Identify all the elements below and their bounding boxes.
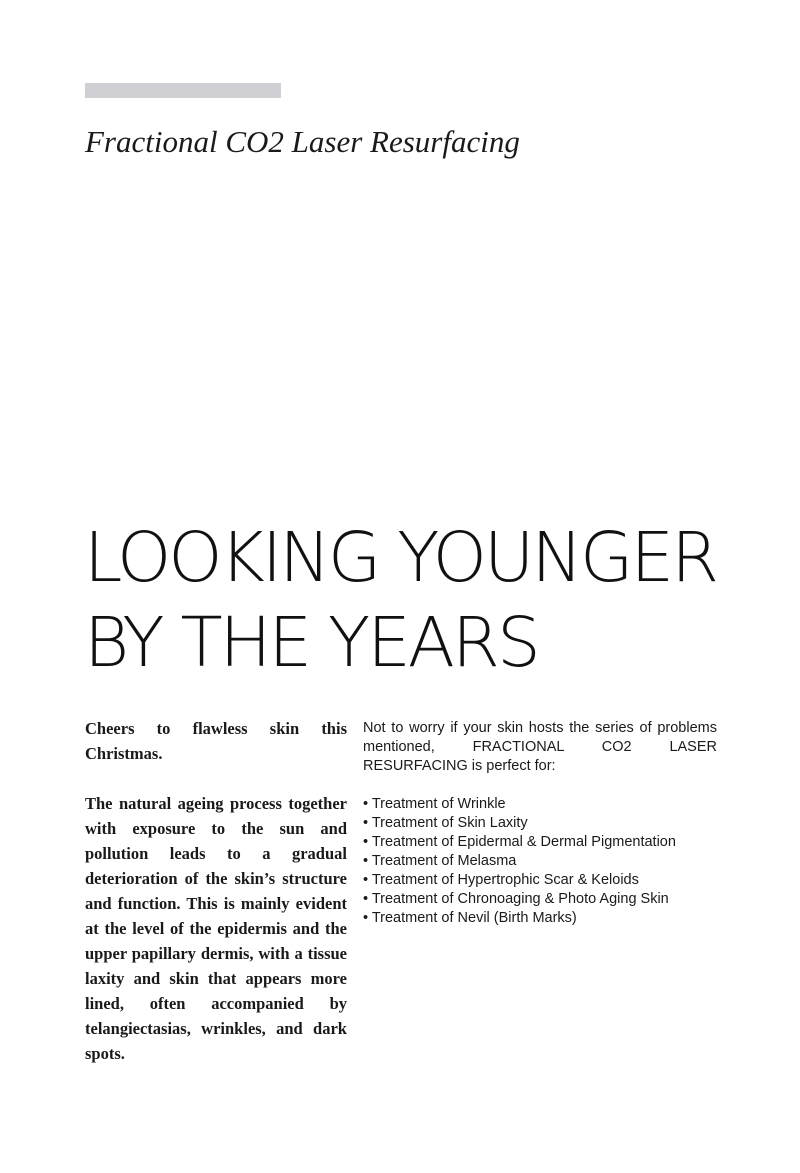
treatments-intro: Not to worry if your skin hosts the series of problems mentioned, FRACTIONAL CO2 LASER RESURFACING is perfect for: bbox=[363, 720, 717, 774]
intro-paragraph: Cheers to flawless skin this Christmas. bbox=[85, 719, 347, 763]
page-headline bbox=[84, 516, 764, 686]
treatments-list bbox=[363, 795, 717, 928]
list-item: • Treatment of Wrinkle bbox=[363, 795, 717, 814]
list-item: • Treatment of Epidermal & Dermal Pigmentation bbox=[363, 833, 717, 852]
headline-line-2: BY THE YEARS bbox=[84, 603, 538, 683]
list-item: • Treatment of Melasma bbox=[363, 852, 717, 871]
left-column bbox=[85, 716, 347, 1091]
list-item: • Treatment of Hypertrophic Scar & Keloids bbox=[363, 871, 717, 890]
headline-line-1: LOOKING YOUNGER bbox=[84, 518, 717, 598]
right-column bbox=[363, 719, 717, 928]
decorative-accent-bar bbox=[85, 83, 281, 98]
list-item: • Treatment of Nevil (Birth Marks) bbox=[363, 909, 717, 928]
list-item: • Treatment of Chronoaging & Photo Aging Skin bbox=[363, 890, 717, 909]
page-subtitle: Fractional CO2 Laser Resurfacing bbox=[85, 124, 520, 159]
body-paragraph: The natural ageing process together with exposure to the sun and pollution leads to a gradual deterioration of the skin’s structure and function. This is mainly evident at the level of the epidermis and the upper papillary dermis, with a tissue laxity and skin that appears more lined, often accompanied by telangiectasias, wrinkles, and dark spots. bbox=[85, 794, 347, 1063]
list-item: • Treatment of Skin Laxity bbox=[363, 814, 717, 833]
